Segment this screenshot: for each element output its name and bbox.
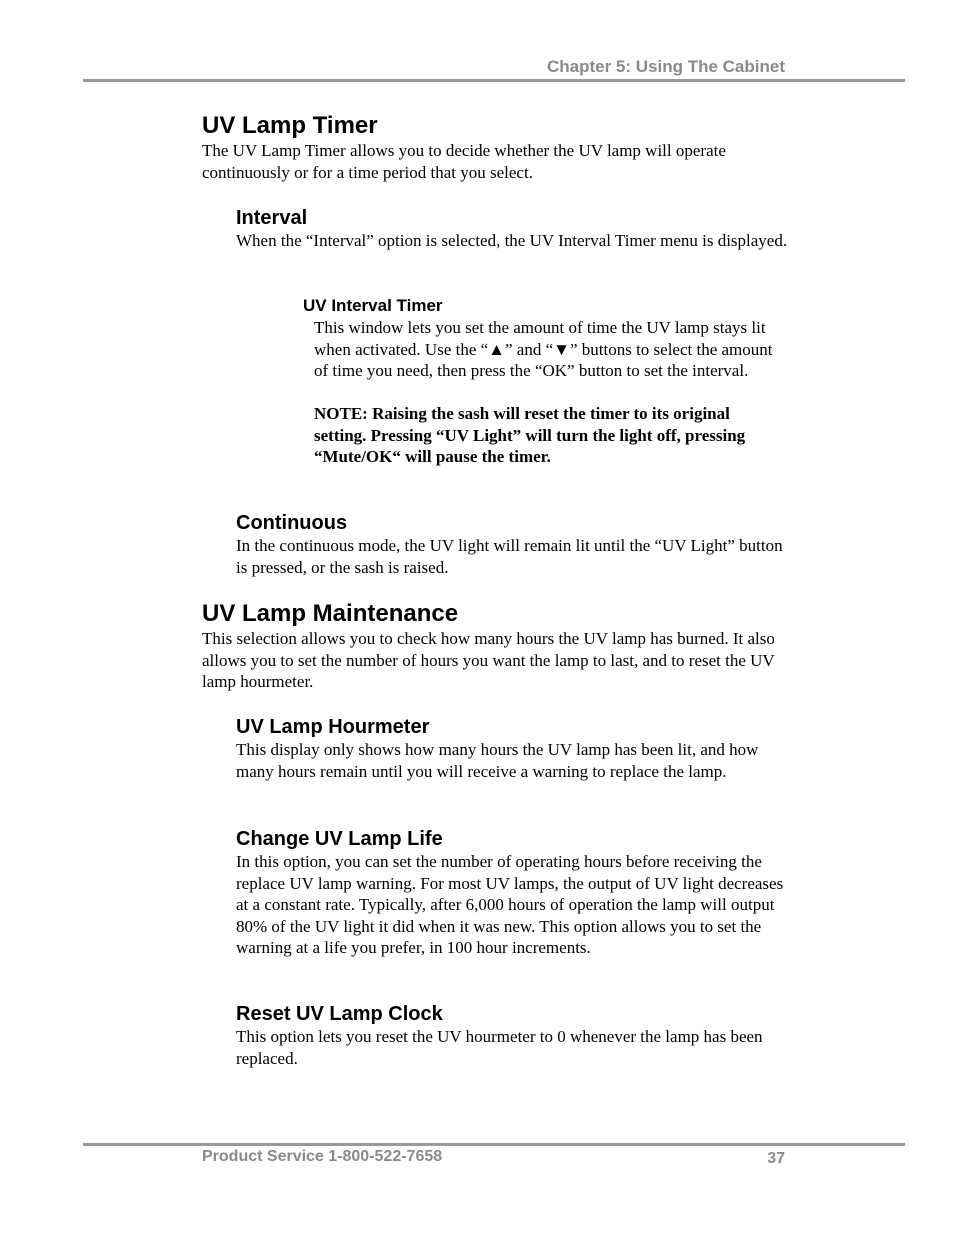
text-uv-lamp-hourmeter: This display only shows how many hours the UV lamp has been lit, and how many hours remain until you will receive a warning to replace the lamp. [236,740,759,781]
heading-continuous: Continuous [236,512,348,534]
heading-interval: Interval [236,207,308,229]
heading-uv-lamp-timer: UV Lamp Timer [202,112,378,139]
section-continuous [236,511,791,578]
footer-rule [83,1143,905,1146]
footer-service-phone: Product Service 1-800-522-7658 [202,1148,443,1165]
text-uv-lamp-maintenance: This selection allows you to check how many hours the UV lamp has burned. It also allows you to set the number of hours you want the lamp to last, and to reset the UV lamp hourmeter. [202,629,775,691]
text-interval: When the “Interval” option is selected, the UV Interval Timer menu is displayed. [236,231,788,250]
text-reset-uv-lamp-clock: This option lets you reset the UV hourmeter to 0 whenever the lamp has been replaced. [236,1027,763,1068]
running-header: Chapter 5: Using The Cabinet [546,57,785,76]
uv-interval-timer-content [314,317,784,468]
heading-change-uv-lamp-life: Change UV Lamp Life [236,828,443,850]
section-reset-uv-lamp-clock [236,1002,791,1069]
page-number: 37 [767,1150,785,1167]
section-uv-interval-timer [303,296,783,316]
heading-reset-uv-lamp-clock: Reset UV Lamp Clock [236,1003,443,1025]
heading-uv-interval-timer: UV Interval Timer [303,296,443,315]
heading-uv-lamp-maintenance: UV Lamp Maintenance [202,600,459,627]
section-interval [236,206,791,252]
heading-uv-lamp-hourmeter: UV Lamp Hourmeter [236,716,430,738]
section-uv-lamp-timer [202,112,792,183]
header-rule [83,79,905,82]
text-uv-lamp-timer: The UV Lamp Timer allows you to decide whether the UV lamp will operate continuously or for a time period that you select. [202,141,726,182]
section-uv-lamp-hourmeter [236,715,791,782]
text-continuous: In the continuous mode, the UV light will remain lit until the “UV Light” button is pressed, or the sash is raised. [236,536,783,577]
section-change-uv-lamp-life [236,827,791,959]
text-uv-interval-timer: This window lets you set the amount of time the UV lamp stays lit when activated. Use the “▲” and “▼” buttons to select the amount of time you need, then press the “OK” button to set the interval. [314,318,773,380]
text-change-uv-lamp-life: In this option, you can set the number of operating hours before receiving the replace UV lamp warning. For most UV lamps, the output of UV light decreases at a constant rate. Typically, after 6,000 hours of operation the lamp will output 80% of the UV light it did when it was new. This option allows you to set the warning at a life you prefer, in 100 hour increments. [236,852,784,957]
section-uv-lamp-maintenance [202,600,792,693]
note-uv-interval-timer: NOTE: Raising the sash will reset the timer to its original setting. Pressing “UV Light” will turn the light off, pressing “Mute/OK“ will pause the timer. [314,404,746,466]
